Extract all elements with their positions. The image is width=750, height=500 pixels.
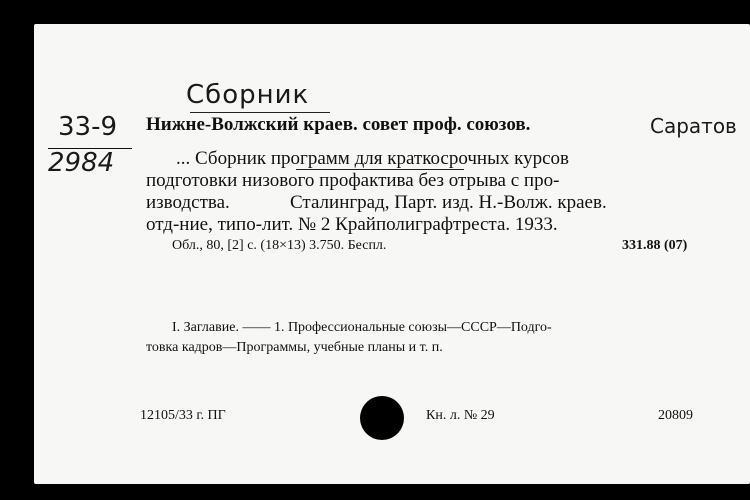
body-line-4: отд-ние, типо-лит. № 2 Крайполиграфтреста. 1933. bbox=[146, 214, 558, 235]
body-line-1: ... Сборник программ для краткосрочных курсов bbox=[176, 148, 569, 169]
body-line-3b: Сталинград, Парт. изд. Н.-Волж. краев. bbox=[290, 192, 607, 213]
collation: Обл., 80, [2] с. (18×13) 3.750. Беспл. bbox=[172, 238, 387, 253]
order-number: 12105/33 г. ПГ bbox=[140, 408, 226, 423]
tracing-line-1: I. Заглавие. —— 1. Профессиональные союзы—СССР—Подго- bbox=[172, 320, 552, 335]
subject-underline bbox=[190, 112, 330, 113]
main-heading: Нижне-Волжский краев. совет проф. союзов. bbox=[146, 114, 531, 135]
tracing-line-2: товка кадров—Программы, учебные планы и т. п. bbox=[146, 340, 443, 355]
handwritten-subject: Сборник bbox=[186, 80, 310, 110]
card-punch-hole bbox=[360, 396, 404, 440]
classification-number: 331.88 (07) bbox=[622, 238, 688, 253]
handwritten-call-number-top: 33-9 bbox=[58, 112, 118, 142]
book-list-number: Кн. л. № 29 bbox=[426, 408, 495, 423]
handwritten-place: Саратов bbox=[650, 114, 737, 138]
handwritten-call-number-bottom: 2984 bbox=[48, 148, 115, 178]
card-number: 20809 bbox=[658, 408, 693, 423]
body-line-3: изводства. bbox=[146, 192, 230, 213]
body-line-2: подготовки низового профактива без отрыва с про- bbox=[146, 170, 560, 191]
